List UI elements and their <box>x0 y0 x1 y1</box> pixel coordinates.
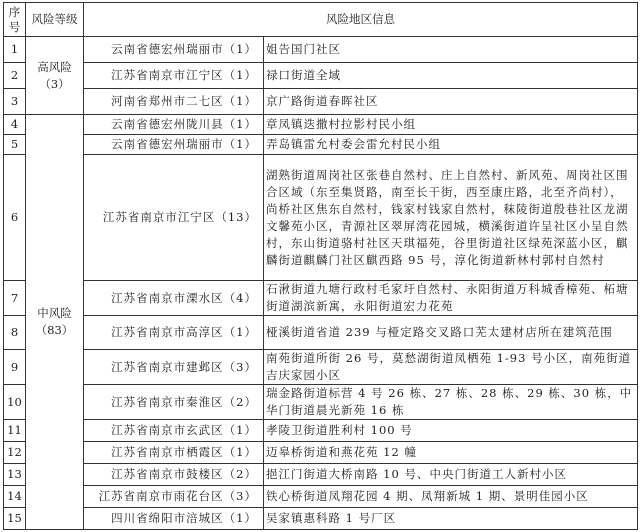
row-seq: 10 <box>4 385 26 420</box>
level-mid-count: （83） <box>35 323 74 337</box>
row-seq: 12 <box>4 442 26 464</box>
row-info: 桠溪街道省道 239 与桠定路交叉路口芜太建材店所在建筑范围 <box>264 316 638 350</box>
table-row <box>4 350 638 385</box>
header-level: 风险等级 <box>26 3 84 37</box>
row-area: 云南省德宏州瑞丽市（1） <box>84 135 264 155</box>
table-row <box>4 63 638 89</box>
level-high-cell <box>26 37 84 115</box>
row-info: 迈皋桥街道和燕花苑 12 幢 <box>264 442 638 464</box>
row-seq: 8 <box>4 316 26 350</box>
header-seq: 序号 <box>4 3 26 37</box>
row-info: 禄口街道全域 <box>264 63 638 89</box>
row-area: 江苏省南京市高淳区（1） <box>84 316 264 350</box>
row-area: 四川省绵阳市涪城区（1） <box>84 508 264 530</box>
level-high-count: （3） <box>39 76 70 91</box>
table-row <box>4 155 638 281</box>
table-row <box>4 486 638 508</box>
row-info: 挹江门街道大桥南路 10 号、中央门街道工人新村小区 <box>264 464 638 486</box>
row-seq: 5 <box>4 135 26 155</box>
row-area: 江苏省南京市鼓楼区（2） <box>84 464 264 486</box>
row-info: 湖熟街道周岗社区张巷自然村、庄上自然村、新风苑、周岗社区围合区域（东至集贤路，南至长干街，西至康庄路，北至齐尚村），尚桥社区焦东自然村，钱家村钱家自然村，秣陵街道殷巷社区龙湖文馨苑小区，青源社区翠屏湾花园城，横溪街道许呈社区小呈自然村，东山街道骆村社区天琪福苑，谷里街道社区绿苑深蓝小区，麒麟街道麒麟门社区麒西路 95 号，淳化街道新林村郭村自然村 <box>264 155 638 281</box>
row-area: 江苏省南京市玄武区（1） <box>84 420 264 442</box>
row-seq: 15 <box>4 508 26 530</box>
row-info: 吴家镇惠科路 1 号厂区 <box>264 508 638 530</box>
row-info: 姐告国门社区 <box>264 37 638 63</box>
row-area: 江苏省南京市江宁区（13） <box>84 155 264 281</box>
row-area: 江苏省南京市栖霞区（1） <box>84 442 264 464</box>
row-area: 河南省郑州市二七区（1） <box>84 89 264 115</box>
row-info: 章凤镇迭撒村拉影村民小组 <box>264 115 638 135</box>
table-row <box>4 442 638 464</box>
row-seq: 9 <box>4 350 26 385</box>
row-info: 孝陵卫街道胜利村 100 号 <box>264 420 638 442</box>
row-seq: 13 <box>4 464 26 486</box>
row-area: 云南省德宏州瑞丽市（1） <box>84 37 264 63</box>
row-area: 江苏省南京市江宁区（1） <box>84 63 264 89</box>
row-seq: 4 <box>4 115 26 135</box>
table-row <box>4 37 638 63</box>
row-info: 石湫街道九塘行政村毛家圩自然村、永阳街道万科城香樟苑、柘塘街道湖滨新寓，永阳街道宏力花苑 <box>264 281 638 316</box>
header-info: 风险地区信息 <box>84 3 638 37</box>
table-row <box>4 508 638 530</box>
row-area: 江苏省南京市溧水区（4） <box>84 281 264 316</box>
row-seq: 11 <box>4 420 26 442</box>
table-row <box>4 89 638 115</box>
table-row <box>4 420 638 442</box>
row-seq: 14 <box>4 486 26 508</box>
row-info: 铁心桥街道凤翔花园 4 期、凤翔新城 1 期、景明佳园小区 <box>264 486 638 508</box>
row-area: 江苏省南京市秦淮区（2） <box>84 385 264 420</box>
table-row <box>4 385 638 420</box>
row-seq: 7 <box>4 281 26 316</box>
level-mid-name: 中风险 <box>37 306 72 320</box>
table-row <box>4 464 638 486</box>
table-row <box>4 281 638 316</box>
row-seq: 1 <box>4 37 26 63</box>
row-info: 京广路街道春晖社区 <box>264 89 638 115</box>
risk-area-table <box>3 2 638 530</box>
row-info: 南苑街道所街 26 号，莫愁湖街道凤栖苑 1-93 号小区，南苑街道吉庆家园小区 <box>264 350 638 385</box>
table-header-row <box>4 3 638 37</box>
table-row <box>4 135 638 155</box>
row-seq: 3 <box>4 89 26 115</box>
row-area: 江苏省南京市建邺区（3） <box>84 350 264 385</box>
row-seq: 6 <box>4 155 26 281</box>
row-info: 弄岛镇雷允村委会雷允村民小组 <box>264 135 638 155</box>
table-row <box>4 115 638 135</box>
level-high-name: 高风险 <box>37 59 72 74</box>
row-area: 江苏省南京市雨花台区（3） <box>84 486 264 508</box>
row-info: 瑞金路街道标营 4 号 26 栋、27 栋、28 栋、29 栋、30 栋，中华门街道晨光新苑 16 栋 <box>264 385 638 420</box>
row-area: 云南省德宏州陇川县（1） <box>84 115 264 135</box>
level-mid-cell <box>26 115 84 530</box>
row-seq: 2 <box>4 63 26 89</box>
table-row <box>4 316 638 350</box>
